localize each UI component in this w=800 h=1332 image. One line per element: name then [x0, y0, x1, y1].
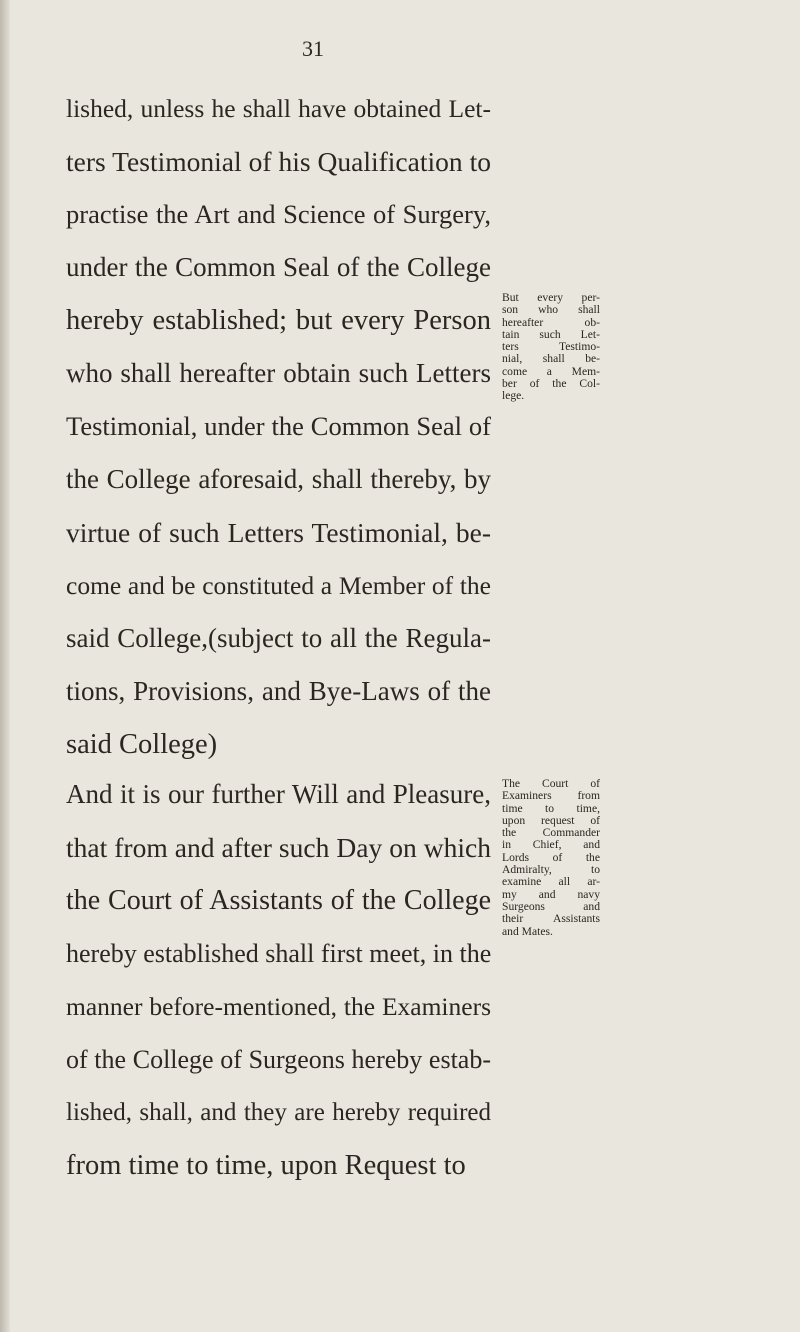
- note-line: upon request of: [502, 813, 600, 827]
- text-line: under the Common Seal of the College: [66, 252, 491, 282]
- text-line: come and be constituted a Member of the: [66, 571, 491, 600]
- text-line: that from and after such Day on which: [66, 832, 491, 863]
- text-line: of the College of Surgeons hereby estab-: [66, 1045, 491, 1074]
- note-line: and Mates.: [502, 924, 553, 938]
- text-line: hereby established shall first meet, in the: [66, 939, 492, 968]
- note-line: Surgeons and: [502, 899, 600, 913]
- margin-note-2: [502, 778, 600, 938]
- note-line: ters Testimo-: [502, 340, 600, 354]
- text-line: manner before-mentioned, the Examiners: [66, 992, 491, 1021]
- note-line: tain such Let-: [502, 327, 600, 341]
- note-line: The Court of: [502, 777, 600, 790]
- text-line: virtue of such Letters Testimonial, be-: [66, 517, 491, 548]
- text-line: Testimonial, under the Common Seal of: [66, 411, 491, 441]
- text-line: practise the Art and Science of Surgery,: [66, 199, 491, 229]
- main-paragraph-1: [66, 82, 491, 771]
- note-line: son who shall: [502, 303, 600, 317]
- note-line: come a Mem-: [502, 364, 600, 378]
- note-line: Admiralty, to: [502, 863, 600, 877]
- note-line: the Commander: [502, 826, 600, 840]
- text-line: ters Testimonial of his Qualification to: [66, 146, 491, 177]
- note-line: my and navy: [502, 887, 600, 901]
- note-line: But every per-: [502, 291, 600, 304]
- text-line: lished, unless he shall have obtained Let-: [66, 94, 491, 123]
- page-number: 31: [302, 36, 324, 61]
- note-line: Examiners from: [502, 789, 600, 803]
- text-line: And it is our further Will and Pleasure,: [66, 779, 491, 809]
- text-line: lished, shall, and they are hereby required: [66, 1099, 491, 1126]
- note-line: their Assistants: [502, 912, 600, 926]
- note-line: Lords of the: [502, 850, 600, 864]
- note-line: time to time,: [502, 801, 600, 815]
- note-line: in Chief, and: [502, 838, 600, 852]
- text-line: the Court of Assistants of the College: [66, 885, 491, 916]
- page-edge-shadow: [0, 0, 10, 1332]
- note-line: examine all ar-: [502, 875, 600, 889]
- note-line: ber of the Col-: [502, 377, 600, 391]
- text-line: who shall hereafter obtain such Letters: [66, 358, 491, 388]
- note-line: nial, shall be-: [502, 352, 600, 366]
- text-line: the College aforesaid, shall thereby, by: [66, 464, 491, 494]
- note-line: hereafter ob-: [502, 315, 600, 329]
- text-line: tions, Provisions, and Bye-Laws of the: [66, 676, 491, 706]
- margin-note-1: [502, 292, 600, 403]
- text-line: hereby established; but every Person: [66, 305, 491, 336]
- text-line: said College): [66, 729, 218, 760]
- main-paragraph-2: [66, 768, 491, 1192]
- text-line: from time to time, upon Request to: [66, 1150, 466, 1181]
- text-line: said College,(subject to all the Regula-: [66, 623, 491, 653]
- note-line: lege.: [502, 389, 525, 403]
